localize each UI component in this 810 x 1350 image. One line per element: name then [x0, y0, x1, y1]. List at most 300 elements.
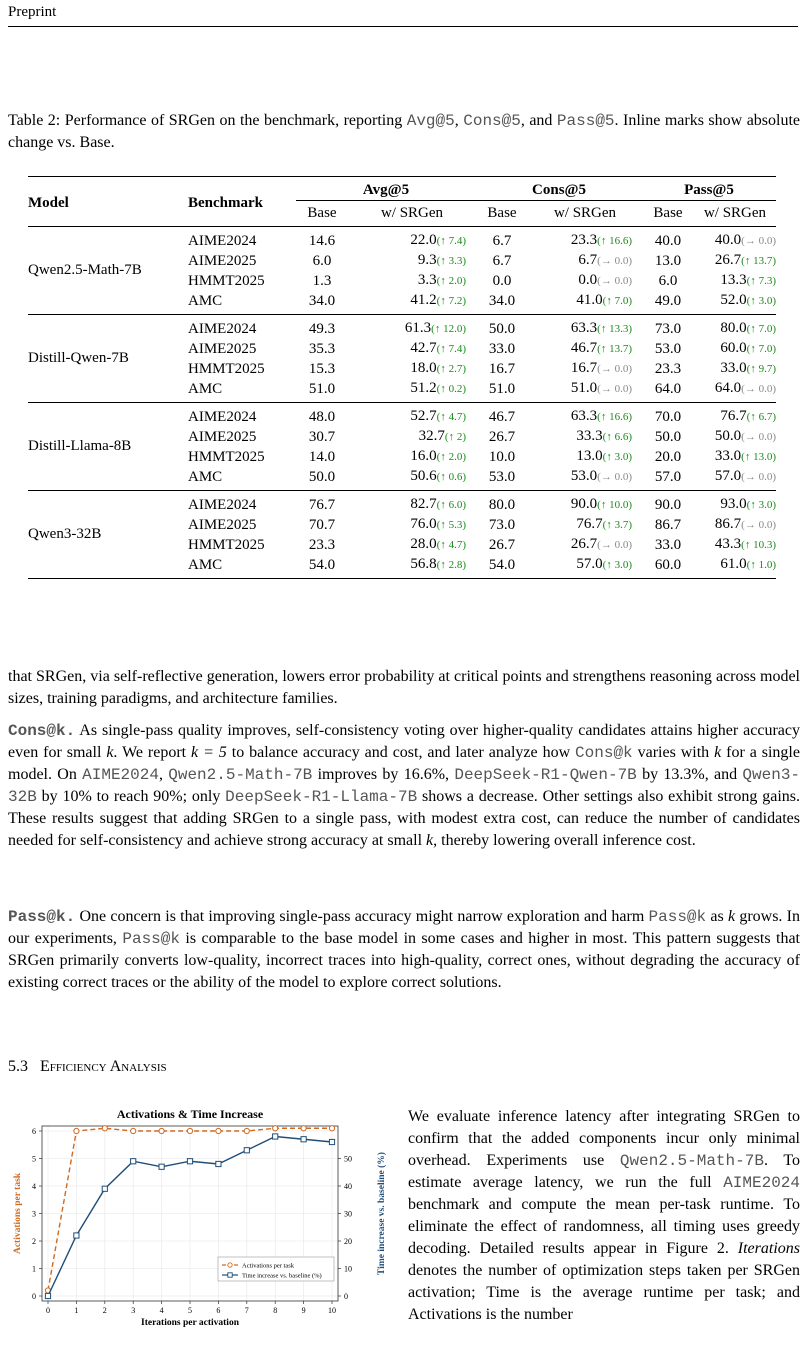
srgen-value: 41.2: [410, 292, 437, 308]
delta-paren: (: [602, 451, 607, 463]
delta-paren: ): [628, 323, 632, 335]
delta-paren: (: [436, 451, 441, 463]
srgen-cell: [348, 515, 476, 535]
model-name: Distill-Qwen-7B: [28, 350, 129, 366]
srgen-cell: [528, 555, 642, 579]
delta-paren: ): [462, 559, 466, 571]
delta-paren: (: [741, 383, 745, 395]
sub-header-srgen: w/ SRGen: [553, 205, 617, 221]
model-name: Qwen3-32B: [28, 526, 102, 542]
srgen-value: 40.0: [714, 232, 742, 248]
x-tick-label: 9: [301, 1306, 306, 1315]
math-var: k: [106, 744, 114, 761]
delta-paren: ): [462, 539, 466, 551]
y-right-tick-label: 0: [344, 1292, 348, 1301]
srgen-cell: [694, 403, 776, 427]
delta-paren: (: [597, 383, 601, 395]
srgen-value: 16.0: [410, 448, 437, 464]
group-header-avg: Avg@5: [296, 177, 476, 201]
delta-paren: ): [772, 559, 776, 571]
delta-value: → 0.0: [600, 275, 629, 287]
delta-paren: (: [746, 411, 751, 423]
delta-paren: (: [741, 519, 745, 531]
delta-paren: ): [772, 471, 776, 483]
delta-value: ↑ 4.7: [440, 411, 463, 423]
delta-value: ↑ 7.0: [750, 323, 773, 335]
delta-paren: ): [628, 383, 632, 395]
delta-value: ↑ 13.3: [600, 323, 629, 335]
base-value: 90.0: [654, 496, 682, 513]
caption-metric: Cons@5: [463, 112, 521, 130]
base-value: 15.3: [308, 360, 336, 377]
benchmark-name: HMMT2025: [188, 536, 265, 553]
delta-up: [747, 295, 776, 307]
delta-up: [741, 255, 776, 267]
delta-value: → 0.0: [600, 363, 629, 375]
srgen-cell: [694, 535, 776, 555]
srgen-cell: [528, 271, 642, 291]
srgen-cell: [348, 467, 476, 491]
running-head: Preprint: [8, 4, 57, 20]
delta-up: [437, 411, 466, 423]
text: for a single model. On: [8, 744, 800, 783]
y-right-tick-label: 40: [344, 1182, 352, 1191]
delta-value: ↑ 0.2: [440, 383, 463, 395]
delta-paren: ): [628, 559, 632, 571]
delta-value: ↑ 9.7: [750, 363, 773, 375]
legend-marker: [228, 1263, 232, 1267]
srgen-cell: [694, 291, 776, 315]
delta-paren: ): [628, 471, 632, 483]
benchmark-name: AIME2024: [188, 408, 257, 425]
srgen-value: 0.0: [578, 272, 598, 288]
delta-up: [437, 499, 466, 511]
delta-up: [747, 363, 776, 375]
delta-up: [603, 295, 632, 307]
delta-up: [741, 539, 776, 551]
delta-paren: (: [436, 559, 441, 571]
delta-paren: ): [462, 343, 466, 355]
delta-paren: ): [628, 499, 632, 511]
delta-up: [597, 235, 632, 247]
base-value: 50.0: [488, 320, 516, 337]
y-left-tick-label: 4: [32, 1182, 36, 1191]
delta-paren: ): [772, 411, 776, 423]
srgen-value: 28.0: [410, 536, 437, 552]
delta-value: ↑ 3.0: [606, 559, 629, 571]
srgen-cell: [348, 403, 476, 427]
srgen-value: 33.0: [714, 448, 742, 464]
base-value: 0.0: [492, 272, 512, 289]
srgen-cell: [694, 379, 776, 403]
col-header-model: Model: [28, 195, 69, 211]
text: improves by 16.6%,: [312, 766, 455, 783]
delta-flat: [741, 471, 776, 483]
y-left-tick-label: 1: [32, 1264, 36, 1274]
base-value: 23.3: [654, 360, 682, 377]
delta-paren: ): [462, 383, 466, 395]
delta-paren: (: [741, 539, 745, 551]
srgen-cell: [528, 535, 642, 555]
delta-paren: (: [602, 559, 607, 571]
delta-value: ↑ 2.0: [440, 451, 463, 463]
delta-paren: ): [772, 499, 776, 511]
base-value: 73.0: [654, 320, 682, 337]
delta-up: [747, 559, 776, 571]
data-point: [131, 1128, 136, 1133]
delta-paren: (: [597, 471, 601, 483]
code-term: Cons@k: [575, 744, 633, 762]
delta-up: [747, 411, 776, 423]
x-tick-label: 2: [102, 1306, 107, 1315]
delta-up: [445, 431, 466, 443]
text: We evaluate inference latency after integrating SRGen to confirm that the added components incur only minimal overhead. Experiments use: [408, 1108, 800, 1169]
delta-paren: (: [436, 539, 441, 551]
srgen-value: 52.7: [410, 408, 437, 424]
delta-paren: ): [772, 295, 776, 307]
legend-marker: [228, 1273, 232, 1277]
srgen-value: 26.7: [714, 252, 742, 268]
text: by 10% to reach 90%; only: [36, 788, 226, 805]
delta-up: [437, 451, 466, 463]
srgen-value: 93.0: [720, 496, 747, 512]
srgen-cell: [348, 555, 476, 579]
code-term: Qwen2.5-Math-7B: [168, 766, 313, 784]
base-value: 6.7: [492, 232, 512, 249]
delta-up: [747, 499, 776, 511]
srgen-cell: [348, 291, 476, 315]
base-value: 33.0: [488, 340, 516, 357]
srgen-value: 61.3: [404, 320, 432, 336]
delta-flat: [597, 539, 632, 551]
srgen-cell: [348, 491, 476, 515]
delta-paren: (: [741, 471, 745, 483]
math-eq: k = 5: [191, 744, 227, 761]
srgen-value: 50.0: [714, 428, 742, 444]
data-point: [329, 1126, 334, 1131]
delta-paren: (: [597, 343, 601, 355]
x-tick-label: 8: [273, 1306, 278, 1315]
data-point: [273, 1134, 278, 1139]
text: as: [706, 908, 728, 925]
benchmark-name: AIME2025: [188, 516, 257, 533]
sub-header-base: Base: [307, 205, 337, 221]
srgen-cell: [528, 403, 642, 427]
delta-value: ↑ 13.7: [744, 255, 773, 267]
delta-paren: ): [462, 323, 466, 335]
delta-paren: ): [628, 235, 632, 247]
delta-up: [597, 343, 632, 355]
delta-paren: (: [597, 235, 601, 247]
delta-value: → 0.0: [744, 519, 773, 531]
delta-flat: [597, 363, 632, 375]
srgen-value: 6.7: [578, 252, 598, 268]
delta-value: ↑ 13.7: [600, 343, 629, 355]
delta-value: ↑ 3.0: [750, 499, 773, 511]
srgen-cell: [694, 339, 776, 359]
delta-paren: ): [462, 295, 466, 307]
delta-value: → 0.0: [600, 471, 629, 483]
srgen-cell: [528, 447, 642, 467]
delta-paren: (: [436, 363, 441, 375]
delta-paren: (: [741, 431, 745, 443]
delta-value: ↑ 4.7: [440, 539, 463, 551]
text: denotes the number of optimization steps taken per SRGen activation; Time is the average runtime per task; and Activations is the number: [408, 1262, 800, 1323]
delta-up: [437, 383, 466, 395]
code-term: AIME2024: [723, 1174, 800, 1192]
delta-value: ↑ 7.4: [440, 235, 463, 247]
caption-metric: Pass@5: [556, 112, 615, 130]
delta-value: ↑ 13.0: [744, 451, 773, 463]
code-term: AIME2024: [82, 766, 159, 784]
data-point: [187, 1128, 192, 1133]
srgen-cell: [694, 227, 776, 251]
text: . To estimate average latency, we run the full: [408, 1152, 800, 1191]
delta-value: ↑ 0.6: [440, 471, 463, 483]
srgen-value: 86.7: [714, 516, 742, 532]
delta-value: → 0.0: [600, 383, 629, 395]
srgen-value: 51.2: [410, 380, 437, 396]
x-tick-label: 5: [188, 1306, 192, 1315]
delta-value: ↑ 7.2: [440, 295, 463, 307]
srgen-value: 13.0: [576, 448, 603, 464]
base-value: 46.7: [488, 408, 516, 425]
delta-paren: (: [444, 431, 449, 443]
caption-metric: Avg@5: [406, 112, 455, 130]
base-value: 50.0: [654, 428, 682, 445]
text: varies with: [632, 744, 715, 761]
delta-paren: ): [462, 275, 466, 287]
table-caption: [8, 110, 800, 154]
delta-paren: ): [462, 235, 466, 247]
table-row: [28, 491, 776, 515]
base-value: 53.0: [488, 468, 516, 485]
base-value: 14.6: [308, 232, 336, 249]
paragraph-head: Cons@k.: [8, 722, 76, 740]
delta-up: [437, 255, 466, 267]
srgen-cell: [348, 359, 476, 379]
section-number: 5.3: [8, 1058, 28, 1075]
delta-value: ↑ 3.7: [606, 519, 629, 531]
legend-label: Activations per task: [242, 1262, 294, 1270]
delta-up: [747, 343, 776, 355]
text: grows. In our experiments,: [8, 908, 800, 947]
delta-value: ↑ 1.0: [750, 559, 773, 571]
delta-paren: ): [462, 451, 466, 463]
delta-paren: (: [436, 235, 441, 247]
delta-flat: [597, 383, 632, 395]
srgen-cell: [348, 227, 476, 251]
base-value: 1.3: [312, 272, 332, 289]
delta-value: ↑ 16.6: [600, 235, 629, 247]
delta-value: → 0.0: [600, 255, 629, 267]
x-tick-label: 1: [74, 1306, 79, 1315]
base-value: 48.0: [308, 408, 336, 425]
srgen-value: 22.0: [410, 232, 437, 248]
code-term: Pass@k: [648, 908, 707, 926]
srgen-value: 60.0: [720, 340, 747, 356]
delta-paren: ): [462, 499, 466, 511]
delta-paren: (: [602, 431, 607, 443]
delta-up: [603, 451, 632, 463]
delta-paren: ): [462, 363, 466, 375]
data-point: [159, 1164, 164, 1169]
delta-paren: ): [772, 275, 776, 287]
delta-paren: (: [597, 411, 601, 423]
srgen-value: 33.3: [576, 428, 603, 444]
base-value: 6.0: [312, 252, 332, 269]
y-left-tick-label: 6: [32, 1127, 36, 1136]
delta-value: ↑ 3.3: [440, 255, 463, 267]
delta-up: [437, 559, 466, 571]
delta-up: [437, 519, 466, 531]
base-value: 34.0: [308, 292, 336, 309]
delta-paren: (: [436, 255, 441, 267]
delta-paren: ): [628, 519, 632, 531]
delta-value: ↑ 2.0: [440, 275, 463, 287]
delta-paren: ): [772, 363, 776, 375]
sub-header-base: Base: [653, 205, 683, 221]
delta-value: → 0.0: [744, 471, 773, 483]
code-term: DeepSeek-R1-Qwen-7B: [454, 766, 637, 784]
srgen-value: 56.8: [410, 556, 437, 572]
delta-up: [603, 559, 632, 571]
delta-value: ↑ 12.0: [434, 323, 463, 335]
caption-label: Table 2:: [8, 112, 61, 129]
srgen-value: 43.3: [714, 536, 742, 552]
model-name: Qwen2.5-Math-7B: [28, 262, 142, 278]
data-point: [159, 1128, 164, 1133]
delta-paren: ): [462, 519, 466, 531]
delta-up: [603, 519, 632, 531]
srgen-value: 53.0: [570, 468, 598, 484]
srgen-value: 26.7: [570, 536, 598, 552]
y-left-tick-label: 2: [32, 1237, 36, 1246]
base-value: 51.0: [488, 380, 516, 397]
text: shows a decrease. Other settings also exhibit strong gains. These results suggest that adding SRGen to a single pass, with modest extra cost, can reduce the number of candidates needed for self-consistency and achieve strong accuracy at small: [8, 788, 801, 849]
col-header-benchmark: Benchmark: [188, 195, 263, 211]
delta-paren: (: [741, 255, 745, 267]
srgen-value: 51.0: [570, 380, 598, 396]
srgen-value: 9.3: [417, 252, 437, 268]
data-point: [74, 1233, 79, 1238]
table-row: [28, 403, 776, 427]
srgen-cell: [348, 315, 476, 339]
delta-value: ↑ 3.0: [606, 451, 629, 463]
srgen-cell: [694, 315, 776, 339]
srgen-cell: [694, 427, 776, 447]
x-tick-label: 7: [244, 1306, 249, 1315]
base-value: 80.0: [488, 496, 516, 513]
delta-paren: (: [746, 275, 751, 287]
srgen-cell: [348, 339, 476, 359]
x-axis-label: Iterations per activation: [141, 1318, 239, 1328]
delta-paren: (: [436, 499, 441, 511]
srgen-value: 52.0: [720, 292, 747, 308]
delta-value: ↑ 5.3: [440, 519, 463, 531]
code-term: Pass@k: [122, 930, 180, 948]
delta-paren: (: [746, 343, 751, 355]
delta-value: ↑ 2.7: [440, 363, 463, 375]
base-value: 14.0: [308, 448, 336, 465]
base-value: 57.0: [654, 468, 682, 485]
delta-value: ↑ 6.7: [750, 411, 773, 423]
base-value: 30.7: [308, 428, 336, 445]
math-var: k: [714, 744, 722, 761]
delta-paren: ): [772, 539, 776, 551]
srgen-value: 3.3: [417, 272, 437, 288]
text: , thereby lowering overall inference cost.: [433, 832, 696, 849]
delta-up: [437, 471, 466, 483]
data-point: [273, 1126, 278, 1131]
base-value: 49.3: [308, 320, 336, 337]
benchmark-name: AMC: [188, 380, 223, 397]
delta-paren: ): [772, 235, 776, 247]
delta-paren: (: [597, 255, 601, 267]
base-value: 6.0: [658, 272, 678, 289]
benchmark-name: AMC: [188, 292, 223, 309]
delta-up: [747, 323, 776, 335]
legend-label: Time increase vs. baseline (%): [242, 1272, 322, 1280]
code-term: Qwen3-32B: [8, 766, 801, 806]
table-row: [28, 227, 776, 251]
delta-value: → 0.0: [744, 431, 773, 443]
x-tick-label: 4: [159, 1306, 164, 1315]
base-value: 35.3: [308, 340, 336, 357]
text: benchmark and compute the mean per-task runtime. To eliminate the effect of randomness, all timing uses greedy decoding. Detailed results appear in Figure 2.: [408, 1196, 800, 1257]
base-value: 26.7: [488, 536, 516, 553]
y-left-tick-label: 3: [32, 1209, 36, 1219]
delta-paren: ): [628, 255, 632, 267]
srgen-cell: [694, 447, 776, 467]
delta-paren: (: [597, 323, 601, 335]
y-left-tick-label: 5: [32, 1154, 36, 1164]
delta-paren: (: [746, 559, 751, 571]
delta-value: → 0.0: [600, 539, 629, 551]
srgen-cell: [528, 359, 642, 379]
delta-paren: ): [772, 519, 776, 531]
base-value: 40.0: [654, 232, 682, 249]
caption-text: . Inline marks show absolute change vs. Base.: [8, 112, 801, 151]
math-var: k: [727, 908, 736, 925]
delta-paren: (: [602, 519, 607, 531]
delta-paren: ): [628, 431, 632, 443]
data-point: [131, 1159, 136, 1164]
srgen-cell: [528, 339, 642, 359]
delta-paren: ): [462, 471, 466, 483]
delta-flat: [741, 235, 776, 247]
delta-paren: (: [746, 295, 751, 307]
sub-header-srgen: w/ SRGen: [380, 205, 444, 221]
srgen-cell: [694, 271, 776, 291]
srgen-value: 61.0: [720, 556, 747, 572]
delta-paren: ): [462, 255, 466, 267]
delta-value: ↑ 6.6: [606, 431, 629, 443]
paragraph-pass: [8, 906, 800, 994]
data-point: [301, 1137, 306, 1142]
delta-paren: ): [772, 431, 776, 443]
srgen-cell: [528, 251, 642, 271]
benchmark-name: AIME2024: [188, 496, 257, 513]
delta-value: ↑ 7.3: [750, 275, 773, 287]
section-title: Efficiency Analysis: [40, 1058, 167, 1075]
delta-paren: ): [628, 363, 632, 375]
delta-paren: ): [628, 295, 632, 307]
data-point: [187, 1159, 192, 1164]
caption-text: , and: [520, 112, 557, 129]
delta-value: ↑ 16.6: [600, 411, 629, 423]
delta-flat: [741, 431, 776, 443]
